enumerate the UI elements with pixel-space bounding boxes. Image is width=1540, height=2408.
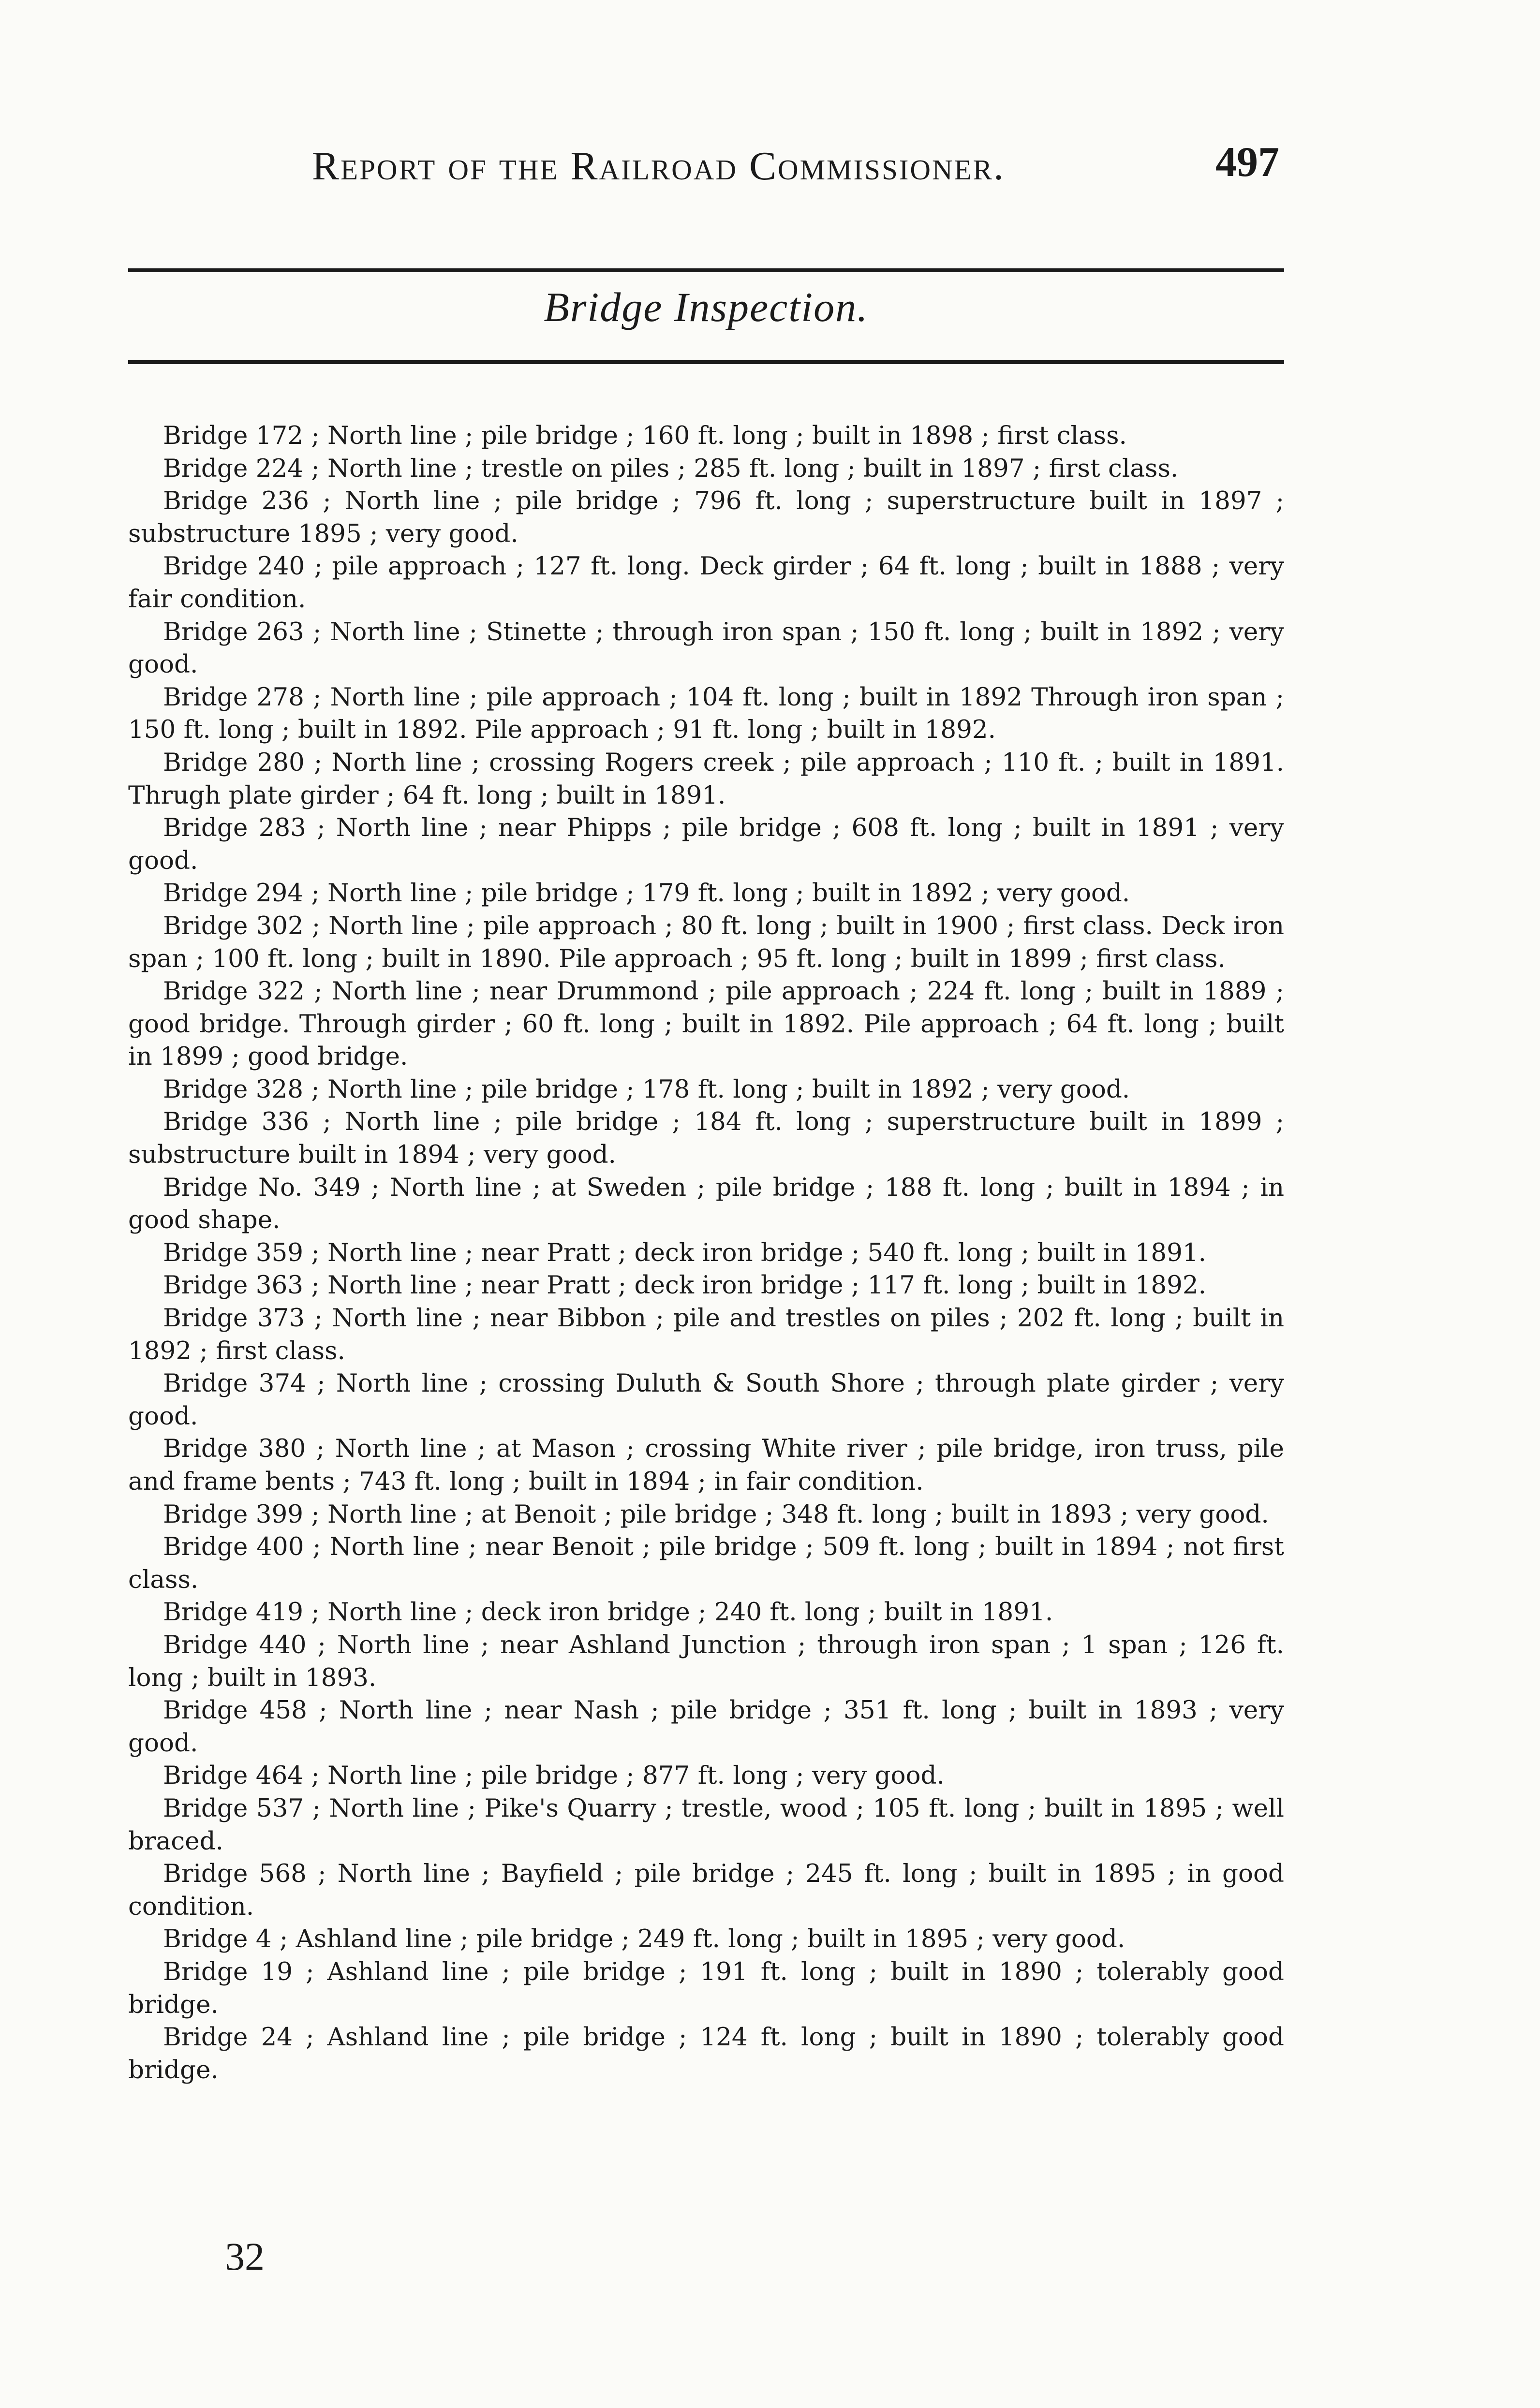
bridge-entry: Bridge No. 349 ; North line ; at Sweden ; pile bridge ; 188 ft. long ; built in 1894 ; in good shape. [128,1173,1284,1235]
document-page [128,0,1284,2408]
bridge-entry: Bridge 374 ; North line ; crossing Duluth & South Shore ; through plate girder ; very good. [128,1369,1284,1431]
bridge-entry: Bridge 400 ; North line ; near Benoit ; pile bridge ; 509 ft. long ; built in 1894 ; not first class. [128,1532,1284,1594]
bridge-entry: Bridge 336 ; North line ; pile bridge ; 184 ft. long ; superstructure built in 1899 ; substructure built in 1894 ; very good. [128,1107,1284,1170]
bridge-entry: Bridge 373 ; North line ; near Bibbon ; pile and trestles on piles ; 202 ft. long ; built in 1892 ; first class. [128,1304,1284,1366]
bridge-entry: Bridge 359 ; North line ; near Pratt ; deck iron bridge ; 540 ft. long ; built in 1891. [163,1238,1207,1267]
bridge-entry: Bridge 399 ; North line ; at Benoit ; pile bridge ; 348 ft. long ; built in 1893 ; very good. [163,1499,1269,1529]
signature-mark: 32 [225,2234,265,2278]
running-head [128,138,1284,196]
bridge-entry: Bridge 322 ; North line ; near Drummond ; pile approach ; 224 ft. long ; built in 1889 ; good bridge. Through girder ; 60 ft. long ; built in 1892. Pile approach ; 64 ft. long ; built in 1899 ; good bridge. [128,977,1284,1072]
section-title: Bridge Inspection. [544,284,869,330]
bridge-entry: Bridge 263 ; North line ; Stinette ; through iron span ; 150 ft. long ; built in 1892 ; very good. [128,617,1284,679]
bottom-rule [128,360,1284,364]
bridge-entry: Bridge 19 ; Ashland line ; pile bridge ; 191 ft. long ; built in 1890 ; tolerably good bridge. [128,1957,1284,2019]
bridge-entry: Bridge 24 ; Ashland line ; pile bridge ; 124 ft. long ; built in 1890 ; tolerably good bridge. [128,2023,1284,2085]
bridge-entry: Bridge 440 ; North line ; near Ashland Junction ; through iron span ; 1 span ; 126 ft. long ; built in 1893. [128,1630,1284,1692]
bridge-entry: Bridge 380 ; North line ; at Mason ; crossing White river ; pile bridge, iron truss, pile and frame bents ; 743 ft. long ; built in 1894 ; in fair condition. [128,1434,1284,1496]
bridge-entry: Bridge 458 ; North line ; near Nash ; pile bridge ; 351 ft. long ; built in 1893 ; very good. [128,1696,1284,1758]
bridge-entry: Bridge 568 ; North line ; Bayfield ; pile bridge ; 245 ft. long ; built in 1895 ; in good condition. [128,1859,1284,1921]
page-number: 497 [1215,139,1279,186]
running-title: Report of the Railroad Commissioner. [312,144,1006,189]
bridge-entry: Bridge 236 ; North line ; pile bridge ; 796 ft. long ; superstructure built in 1897 ; substructure 1895 ; very good. [128,486,1284,548]
bridge-entry: Bridge 328 ; North line ; pile bridge ; 178 ft. long ; built in 1892 ; very good. [163,1074,1130,1104]
bridge-entry: Bridge 363 ; North line ; near Pratt ; deck iron bridge ; 117 ft. long ; built in 1892. [163,1271,1207,1300]
bridge-entry: Bridge 4 ; Ashland line ; pile bridge ; 249 ft. long ; built in 1895 ; very good. [163,1924,1125,1954]
bridge-entry: Bridge 283 ; North line ; near Phipps ; pile bridge ; 608 ft. long ; built in 1891 ; very good. [128,813,1284,875]
bridge-entry: Bridge 302 ; North line ; pile approach ; 80 ft. long ; built in 1900 ; first class. Deck iron span ; 100 ft. long ; built in 1890. Pile approach ; 95 ft. long ; built in 1899 ; first class. [128,911,1284,973]
bridge-entry: Bridge 280 ; North line ; crossing Rogers creek ; pile approach ; 110 ft. ; built in 1891. Thrugh plate girder ; 64 ft. long ; built in 1891. [128,748,1284,810]
bridge-entry: Bridge 537 ; North line ; Pike's Quarry ; trestle, wood ; 105 ft. long ; built in 1895 ; well braced. [128,1793,1284,1856]
bridge-entry: Bridge 224 ; North line ; trestle on piles ; 285 ft. long ; built in 1897 ; first class. [163,454,1179,483]
bridge-entry: Bridge 240 ; pile approach ; 127 ft. long. Deck girder ; 64 ft. long ; built in 1888 ; very fair condition. [128,552,1284,614]
bridge-entry: Bridge 294 ; North line ; pile bridge ; 179 ft. long ; built in 1892 ; very good. [163,879,1130,908]
bridge-entries [128,420,1284,2086]
bridge-entry: Bridge 172 ; North line ; pile bridge ; 160 ft. long ; built in 1898 ; first class. [163,421,1127,450]
bridge-entry: Bridge 278 ; North line ; pile approach ; 104 ft. long ; built in 1892 Through iron span ; 150 ft. long ; built in 1892. Pile approach ; 91 ft. long ; built in 1892. [128,682,1284,745]
bridge-entry: Bridge 464 ; North line ; pile bridge ; 877 ft. long ; very good. [163,1761,945,1791]
top-rule [128,268,1284,272]
bridge-entry: Bridge 419 ; North line ; deck iron bridge ; 240 ft. long ; built in 1891. [163,1598,1053,1627]
